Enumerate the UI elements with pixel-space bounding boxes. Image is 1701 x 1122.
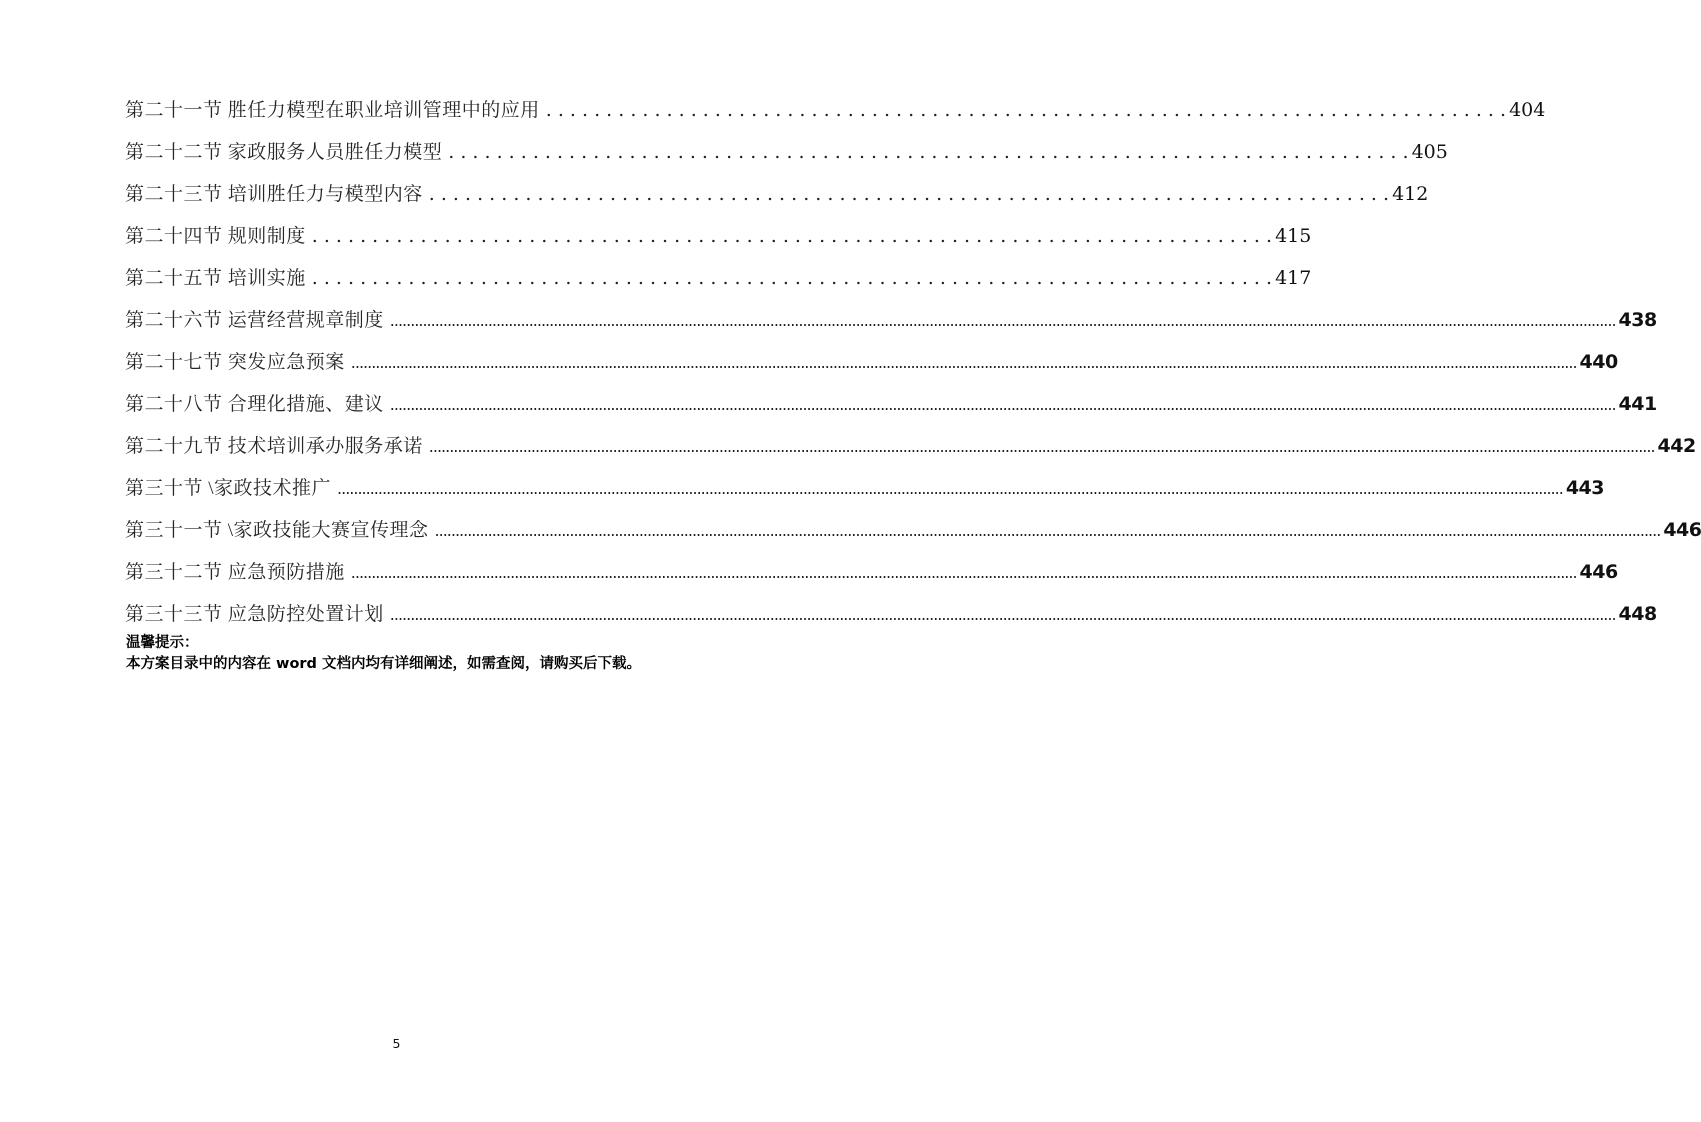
toc-leader-dots: ............................................................................................................................................................................................................................................................................................................ (389, 395, 1616, 414)
toc-entry[interactable] (125, 257, 1312, 299)
toc-leader-dots: . . . . . . . . . . . . . . . . . . . . . . . . . . . . . . . . . . . . . . . . . . . . . . . . . . . . . . . . . . . . . . . . . . . . . . . . . . . . . . . . (311, 267, 1273, 289)
toc-entry-title: 第二十三节 培训胜任力与模型内容 (125, 184, 423, 205)
toc-leader-dots: ............................................................................................................................................................................................................................................................................................................ (434, 521, 1661, 540)
toc-entry-page-number: 448 (1618, 603, 1657, 625)
toc-entry[interactable] (125, 215, 1312, 257)
toc-entry[interactable] (125, 131, 1448, 173)
toc-entry-page-number: 404 (1509, 99, 1546, 121)
toc-entry-page-number: 438 (1618, 309, 1657, 331)
toc-entry-page-number: 442 (1657, 435, 1696, 457)
toc-entry-title: 第二十九节 技术培训承办服务承诺 (125, 436, 423, 457)
toc-entry-title: 第二十四节 规则制度 (125, 226, 306, 247)
toc-entry-page-number: 443 (1565, 477, 1604, 499)
toc-entry-page-number: 446 (1663, 519, 1701, 541)
toc-entry[interactable] (125, 383, 1657, 425)
toc-entry-title: 第三十一节 \家政技能大赛宣传理念 (125, 520, 429, 541)
toc-entry[interactable] (125, 467, 1604, 509)
toc-entry-page-number: 441 (1618, 393, 1657, 415)
toc-leader-dots: ............................................................................................................................................................................................................................................................................................................ (389, 605, 1616, 624)
toc-entry[interactable] (125, 173, 1429, 215)
toc-entry-title: 第三十三节 应急防控处置计划 (125, 604, 384, 625)
toc-entry-title: 第三十二节 应急预防措施 (125, 562, 345, 583)
toc-entry-title: 第二十六节 运营经营规章制度 (125, 310, 384, 331)
toc-leader-dots: ............................................................................................................................................................................................................................................................................................................ (350, 563, 1577, 582)
page-number: 5 (392, 1036, 401, 1051)
toc-entry[interactable] (125, 299, 1657, 341)
notice-title: 温馨提示： (126, 635, 199, 651)
toc-leader-dots: . . . . . . . . . . . . . . . . . . . . . . . . . . . . . . . . . . . . . . . . . . . . . . . . . . . . . . . . . . . . . . . . . . . . . . . . . . . . . . . . (428, 183, 1390, 205)
toc-entry-page-number: 415 (1275, 225, 1312, 247)
table-of-contents (125, 89, 1701, 635)
toc-entry-title: 第二十八节 合理化措施、建议 (125, 394, 384, 415)
toc-leader-dots: ............................................................................................................................................................................................................................................................................................................ (337, 479, 1563, 498)
toc-entry-title: 第二十七节 突发应急预案 (125, 352, 345, 373)
toc-leader-dots: . . . . . . . . . . . . . . . . . . . . . . . . . . . . . . . . . . . . . . . . . . . . . . . . . . . . . . . . . . . . . . . . . . . . . . . . . . . . . . . . (448, 141, 1409, 163)
toc-entry-page-number: 417 (1275, 267, 1312, 289)
notice-body: 本方案目录中的内容在 word 文档内均有详细阐述，如需查阅，请购买后下载。 (126, 656, 641, 672)
toc-entry-page-number: 446 (1579, 561, 1618, 583)
toc-entry[interactable] (125, 89, 1546, 131)
toc-leader-dots: . . . . . . . . . . . . . . . . . . . . . . . . . . . . . . . . . . . . . . . . . . . . . . . . . . . . . . . . . . . . . . . . . . . . . . . . . . . . . . . . (311, 225, 1273, 247)
purchase-notice (126, 633, 671, 675)
toc-entry-page-number: 405 (1411, 141, 1448, 163)
toc-entry-page-number: 412 (1392, 183, 1429, 205)
toc-leader-dots: ............................................................................................................................................................................................................................................................................................................ (389, 311, 1616, 330)
toc-entry[interactable] (125, 551, 1618, 593)
toc-leader-dots: . . . . . . . . . . . . . . . . . . . . . . . . . . . . . . . . . . . . . . . . . . . . . . . . . . . . . . . . . . . . . . . . . . . . . . . . . . . . . . . . (545, 99, 1507, 121)
toc-entry[interactable] (125, 425, 1696, 467)
toc-leader-dots: ............................................................................................................................................................................................................................................................................................................ (428, 437, 1655, 456)
toc-entry-title: 第二十一节 胜任力模型在职业培训管理中的应用 (125, 100, 540, 121)
toc-entry[interactable] (125, 509, 1701, 551)
toc-leader-dots: ............................................................................................................................................................................................................................................................................................................ (350, 353, 1577, 372)
toc-entry-title: 第二十二节 家政服务人员胜任力模型 (125, 142, 443, 163)
toc-entry-title: 第二十五节 培训实施 (125, 268, 306, 289)
toc-entry-title: 第三十节 \家政技术推广 (125, 478, 332, 499)
toc-entry-page-number: 440 (1579, 351, 1618, 373)
toc-entry[interactable] (125, 593, 1657, 635)
toc-entry[interactable] (125, 341, 1618, 383)
